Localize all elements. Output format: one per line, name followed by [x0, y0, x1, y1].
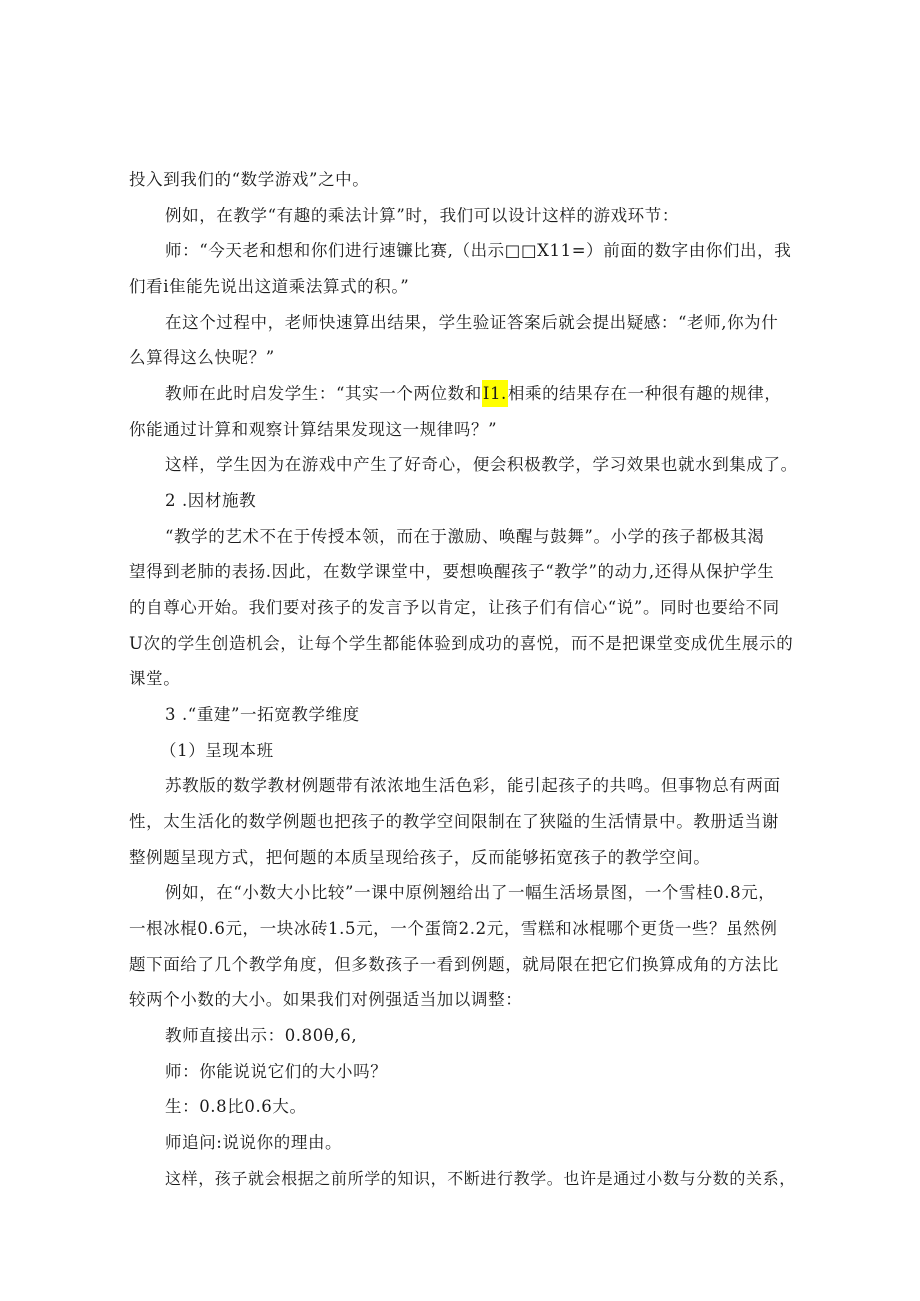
subsection-heading: （1）呈现本班	[160, 741, 274, 760]
text-line: 苏教版的数学教材例题带有浓浓地生活色彩，能引起孩子的共鸣。但事物总有两面	[165, 776, 781, 795]
text-line: “教学的艺术不在于传授本领，而在于激励、唤醒与鼓舞”。小学的孩子都极其渴	[165, 527, 765, 546]
text-line: 例如，在教学“有趣的乘法计算”时，我们可以设计这样的游戏环节：	[165, 206, 679, 225]
text-line: 生：0.8比0.6大。	[165, 1097, 307, 1116]
text-line: 望得到老肺的表扬.因此，在数学课堂中，要想唤醒孩子“教学”的动力,还得从保护学生	[129, 562, 775, 581]
text-line: 在这个过程中，老师快速算出结果，学生验证答案后就会提出疑感：“老师,你为什	[165, 313, 779, 332]
text-line: 这样，孩子就会根据之前所学的知识，不断进行教学。也许是通过小数与分数的关系，	[165, 1169, 796, 1188]
text-line: 你能通过计算和观察计算结果发现这一规律吗？”	[129, 420, 498, 439]
text-line: U次的学生创造机会，让每个学生都能体验到成功的喜悦，而不是把课堂变成优生展示的	[129, 634, 794, 653]
text-line: 教师直接出示：0.80θ,6,	[165, 1026, 358, 1045]
text-line: 么算得这么快呢？”	[129, 348, 275, 367]
text-line: 课堂。	[129, 669, 181, 688]
text-line: 整例题呈现方式，把何题的本质呈现给孩子，反而能够拓宽孩子的教学空间。	[129, 848, 711, 867]
text-segment: 教师在此时启发学生：“其实一个两位数和	[165, 384, 482, 403]
text-line: 较两个小数的大小。如果我们对例强适当加以调整：	[129, 990, 523, 1009]
text-line-with-highlight	[165, 383, 782, 405]
section-heading: 3 .“重建”一拓宽教学维度	[165, 705, 360, 724]
text-line: 师：“今天老和想和你们进行速镰比赛,（出示□□X11=）前面的数字由你们出，我	[165, 241, 792, 260]
text-line: 这样，学生因为在游戏中产生了好奇心，便会积极教学，学习效果也就水到集成了。	[165, 455, 798, 474]
highlighted-text: I1.	[482, 380, 508, 407]
text-line: 的自尊心开始。我们要对孩子的发言予以肯定，让孩子们有信心“说”。同时也要给不同	[129, 598, 780, 617]
text-line: 题下面给了几个教学角度，但多数孩子一看到例题，就局限在把它们换算成角的方法比	[129, 955, 779, 974]
text-segment: 相乘的结果存在一种很有趣的规律，	[507, 384, 782, 403]
text-line: 师追问:说说你的理由。	[165, 1133, 343, 1152]
text-line: 师：你能说说它们的大小吗？	[165, 1062, 388, 1081]
text-line: 们看i隹能先说出这道乘法算式的积。”	[129, 277, 410, 296]
text-line: 一根冰棍0.6元，一块冰砖1.5元，一个蛋筒2.2元，雪糕和冰棍哪个更货一些？虽然例	[129, 919, 778, 938]
text-line: 例如，在“小数大小比较”一课中原例翘给出了一幅生活场景图，一个雪桂0.8元，	[165, 883, 776, 902]
section-heading: 2 .因材施教	[165, 491, 257, 510]
text-line: 投入到我们的“数学游戏”之中。	[129, 170, 370, 189]
text-line: 性，太生活化的数学例题也把孩子的教学空间限制在了狭隘的生活情景中。教册适当谢	[129, 812, 779, 831]
